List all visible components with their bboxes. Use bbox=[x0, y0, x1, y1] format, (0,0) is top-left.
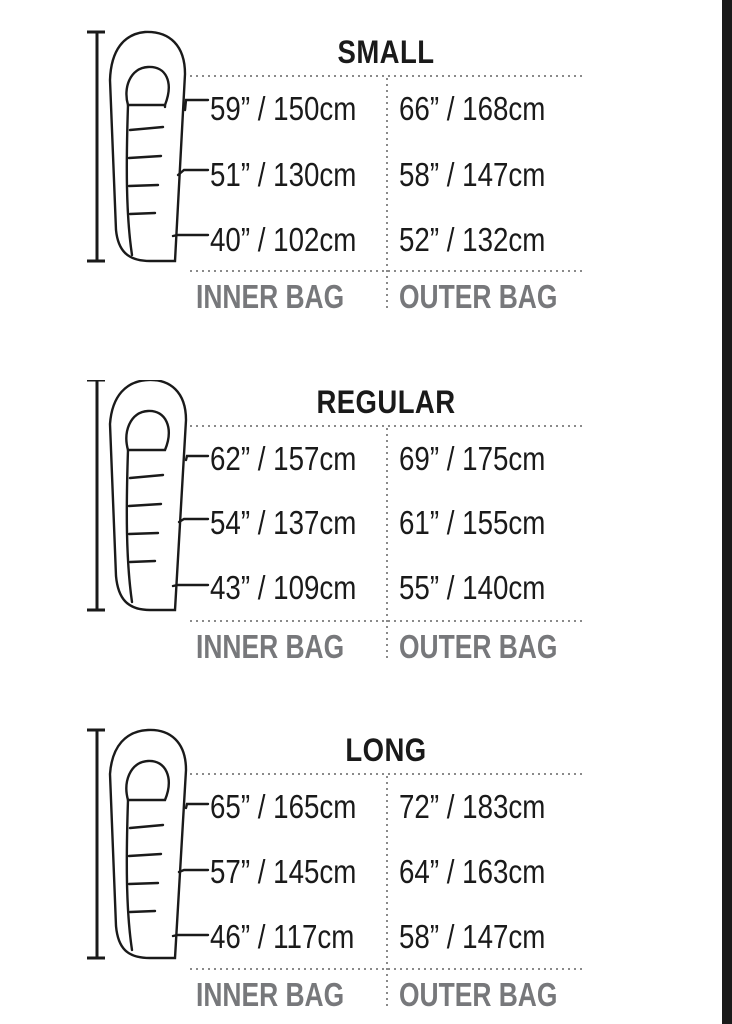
inner-bag-value: 54” / 137cm bbox=[210, 504, 357, 541]
inner-bag-label: INNER BAG bbox=[196, 976, 345, 1013]
inner-bag-value: 57” / 145cm bbox=[210, 853, 357, 890]
outer-bag-value: 64” / 163cm bbox=[399, 853, 546, 890]
outer-bag-value: 72” / 183cm bbox=[399, 788, 546, 825]
sleeping-bag-icon bbox=[110, 730, 208, 958]
sleeping-bag-diagram bbox=[0, 728, 722, 1024]
height-bracket-icon bbox=[87, 730, 105, 958]
height-bracket-icon bbox=[87, 32, 105, 261]
outer-bag-value: 55” / 140cm bbox=[399, 569, 546, 606]
inner-bag-value: 65” / 165cm bbox=[210, 788, 357, 825]
inner-bag-label: INNER BAG bbox=[196, 278, 345, 315]
outer-bag-value: 66” / 168cm bbox=[399, 90, 546, 127]
inner-bag-value: 51” / 130cm bbox=[210, 156, 357, 193]
inner-bag-value: 62” / 157cm bbox=[210, 440, 357, 477]
inner-bag-value: 40” / 102cm bbox=[210, 221, 357, 258]
outer-bag-value: 58” / 147cm bbox=[399, 918, 546, 955]
size-block-regular bbox=[0, 380, 722, 680]
outer-bag-value: 58” / 147cm bbox=[399, 156, 546, 193]
inner-bag-value: 46” / 117cm bbox=[210, 918, 355, 955]
outer-bag-label: OUTER BAG bbox=[399, 976, 558, 1013]
size-block-small bbox=[0, 30, 722, 330]
sleeping-bag-diagram bbox=[0, 380, 722, 680]
sleeping-bag-icon bbox=[110, 380, 208, 610]
outer-bag-value: 52” / 132cm bbox=[399, 221, 546, 258]
inner-bag-value: 59” / 150cm bbox=[210, 90, 357, 127]
right-edge-bar bbox=[722, 0, 732, 1024]
size-block-long bbox=[0, 728, 722, 1024]
outer-bag-value: 69” / 175cm bbox=[399, 440, 546, 477]
size-title: REGULAR bbox=[316, 384, 456, 420]
outer-bag-label: OUTER BAG bbox=[399, 278, 558, 315]
height-bracket-icon bbox=[87, 380, 105, 610]
inner-bag-value: 43” / 109cm bbox=[210, 569, 357, 606]
sleeping-bag-icon bbox=[110, 32, 208, 261]
outer-bag-value: 61” / 155cm bbox=[399, 504, 546, 541]
size-title: SMALL bbox=[337, 34, 435, 70]
inner-bag-label: INNER BAG bbox=[196, 628, 345, 665]
outer-bag-label: OUTER BAG bbox=[399, 628, 558, 665]
size-title: LONG bbox=[345, 732, 427, 768]
sleeping-bag-diagram bbox=[0, 30, 722, 330]
